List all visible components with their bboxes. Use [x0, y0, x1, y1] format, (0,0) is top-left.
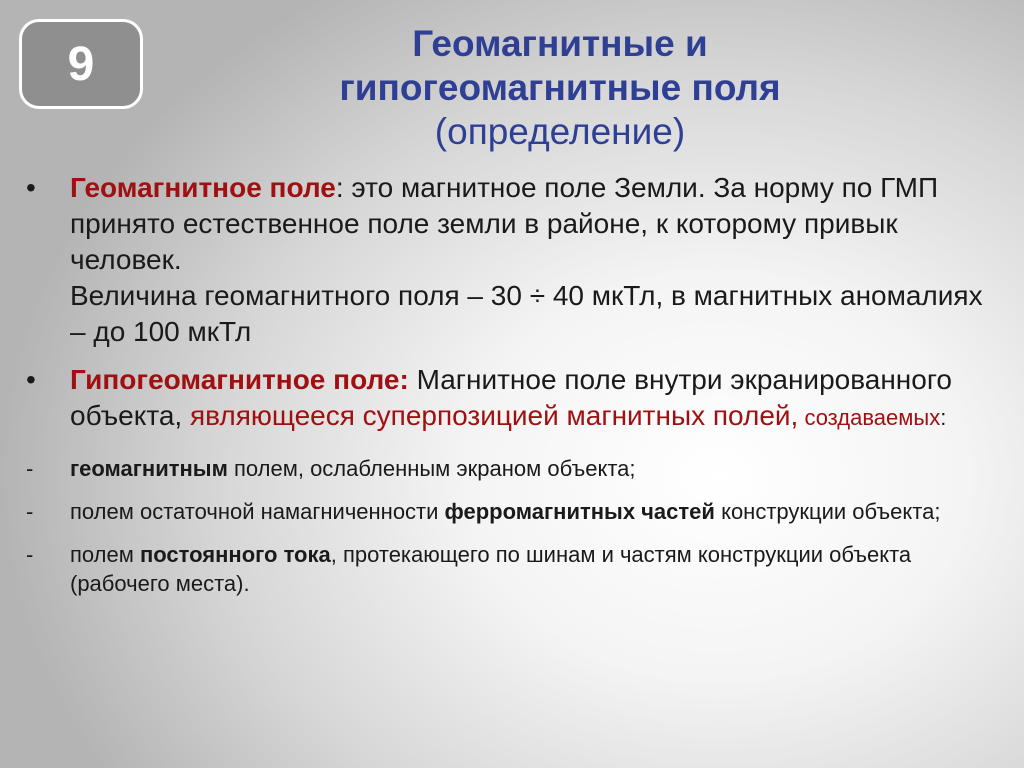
title-line-1: Геомагнитные и [412, 23, 708, 64]
sub3-text2: , протекающего по шинам и частям конструкции объекта (рабочего места). [70, 542, 912, 596]
bullet-hypogeomagnetic [26, 362, 986, 436]
bullet2-text: Магнитное поле внутри экранированного объекта, [70, 364, 953, 431]
slide-number-badge [19, 19, 143, 109]
bullet-geomagnetic [26, 170, 986, 350]
bullet2-red-text: являющееся суперпозицией магнитных полей, [189, 400, 799, 431]
sub2-text: полем остаточной намагниченности [70, 499, 445, 524]
sub3-bold: постоянного тока [139, 542, 331, 567]
dash-marker: - [26, 456, 34, 481]
slide-title [250, 22, 870, 154]
title-line-2: гипогеомагнитные поля [339, 67, 781, 108]
bullet1-magnitude: Величина геомагнитного поля – 30 ÷ 40 мкТл, в магнитных аномалиях – до 100 мкТл [70, 280, 983, 347]
term-hypogeomagnetic: Гипогеомагнитное поле: [70, 364, 409, 395]
sub1-text: полем, ослабленным экраном объекта; [227, 456, 636, 481]
sub2-text2: конструкции объекта; [714, 499, 941, 524]
slide-number: 9 [67, 37, 95, 91]
bullet-marker: • [26, 172, 36, 203]
dash-marker: - [26, 499, 34, 524]
bullet2-small-text: создаваемых [798, 405, 941, 430]
slide-body [26, 170, 986, 598]
bullet1-text: : это магнитное поле Земли. За норму по ГМП принято естественное поле земли в районе, к которому привык человек. [70, 172, 939, 275]
bullet-marker: • [26, 364, 36, 395]
sub-item-dc-current [26, 540, 986, 598]
title-line-3: (определение) [434, 111, 686, 152]
bullet2-colon: : [940, 405, 947, 430]
dash-marker: - [26, 542, 34, 567]
sub1-bold: геомагнитным [70, 456, 228, 481]
term-geomagnetic: Геомагнитное поле [70, 172, 336, 203]
sub-item-geomagnetic [26, 454, 986, 483]
sub2-bold: ферромагнитных частей [444, 499, 715, 524]
sub-item-residual [26, 497, 986, 526]
sub3-text: полем [70, 542, 140, 567]
